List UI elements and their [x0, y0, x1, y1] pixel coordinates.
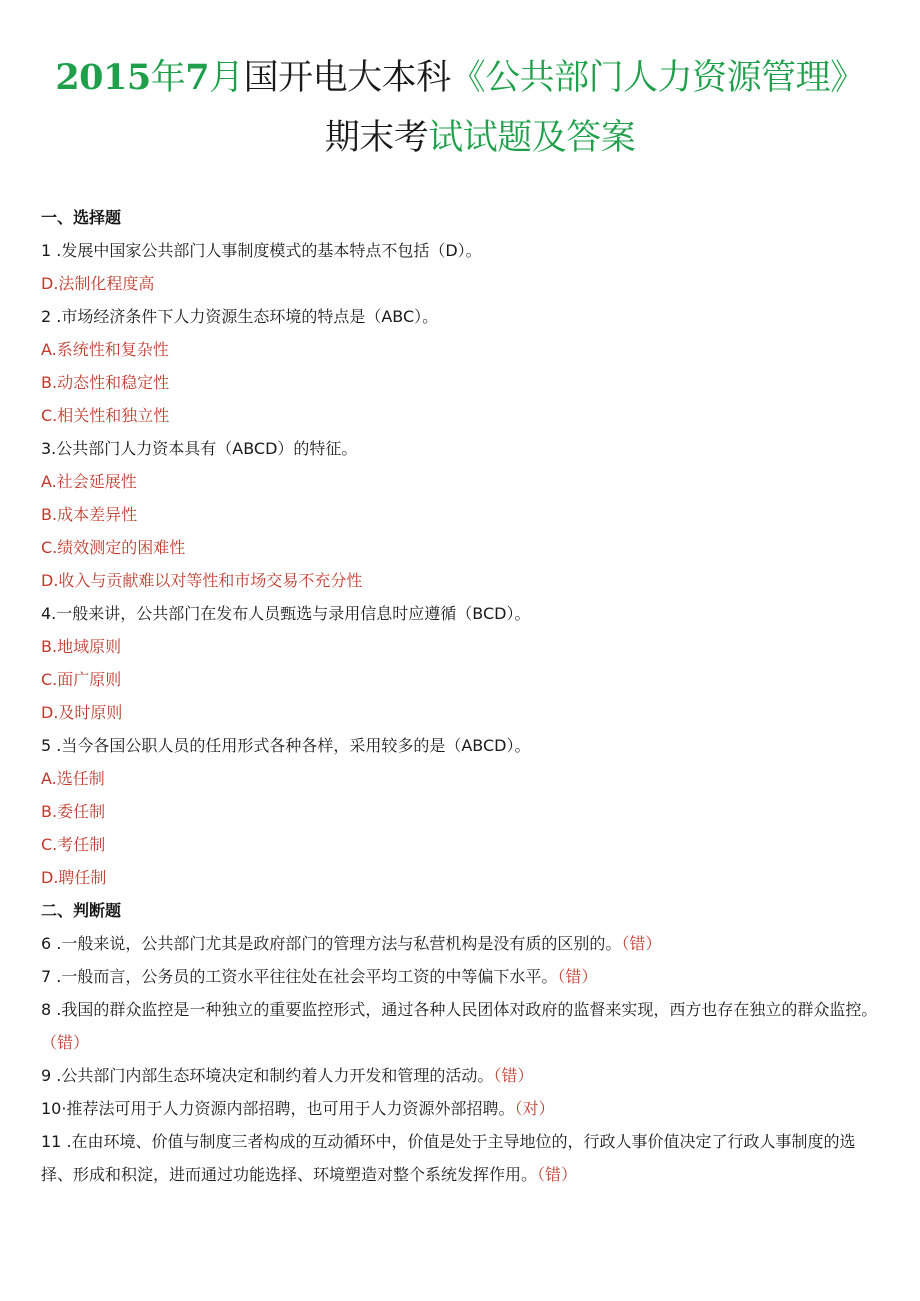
question-3: 3.公共部门人力资本具有（ABCD）的特征。	[41, 439, 358, 458]
option: A.系统性和复杂性	[41, 340, 169, 359]
judgment-text: 9 .公共部门内部生态环境决定和制约着人力开发和管理的活动。	[41, 1066, 494, 1085]
document-body	[41, 201, 881, 1191]
option: B.地域原则	[41, 637, 122, 656]
title-yue: 月	[209, 58, 244, 98]
judgment-10	[41, 1092, 881, 1125]
document-title-line-1	[0, 54, 920, 102]
option: C.面广原则	[41, 670, 122, 689]
option: D.及时原则	[41, 703, 123, 722]
option: B.成本差异性	[41, 505, 138, 524]
title-year: 2015	[55, 57, 151, 98]
option: D.聘任制	[41, 868, 107, 887]
option: C.考任制	[41, 835, 106, 854]
option: D.收入与贡献难以对等性和市场交易不充分性	[41, 571, 363, 590]
judgment-text: 7 .一般而言，公务员的工资水平往往处在社会平均工资的中等偏下水平。	[41, 967, 558, 986]
judgment-answer: （错）	[557, 967, 598, 986]
judgment-11	[41, 1125, 881, 1191]
section-heading-choice: 一、选择题	[41, 208, 122, 227]
judgment-answer: （错）	[493, 1066, 534, 1085]
option: C.绩效测定的困难性	[41, 538, 186, 557]
title-month: 7	[185, 57, 210, 98]
title-school: 国开电大本科	[243, 58, 451, 98]
judgment-text: 10·推荐法可用于人力资源内部招聘，也可用于人力资源外部招聘。	[41, 1099, 515, 1118]
judgment-9	[41, 1059, 881, 1092]
judgment-answer: （错）	[41, 1033, 90, 1052]
judgment-text: 11 .在由环境、价值与制度三者构成的互动循环中，价值是处于主导地位的，行政人事价值决定了行政人事制度的选择、形成和积淀，进而通过功能选择、环境塑造对整个系统发挥作用。	[41, 1132, 856, 1184]
option: A.社会延展性	[41, 472, 137, 491]
title-exam: 期末考	[324, 118, 429, 158]
judgment-6	[41, 927, 881, 960]
question-2: 2 .市场经济条件下人力资源生态环境的特点是（ABC）。	[41, 307, 439, 326]
question-5: 5 .当今各国公职人员的任用形式各种各样，采用较多的是（ABCD）。	[41, 736, 531, 755]
option: B.动态性和稳定性	[41, 373, 170, 392]
judgment-8	[41, 993, 881, 1059]
section-heading-judgment: 二、判断题	[41, 901, 122, 920]
judgment-7	[41, 960, 881, 993]
judgment-text: 8 .我国的群众监控是一种独立的重要监控形式，通过各种人民团体对政府的监督来实现，西方也存在独立的群众监控。	[41, 1000, 878, 1019]
title-nian: 年	[150, 58, 186, 98]
judgment-answer: （对）	[514, 1099, 555, 1118]
option: B.委任制	[41, 802, 106, 821]
document-title-line-2	[40, 114, 920, 162]
judgment-text: 6 .一般来说，公共部门尤其是政府部门的管理方法与私营机构是没有质的区别的。	[41, 934, 622, 953]
question-4: 4.一般来讲，公共部门在发布人员甄选与录用信息时应遵循（BCD）。	[41, 604, 531, 623]
judgment-answer: （错）	[621, 934, 662, 953]
title-answers: 试试题及答案	[428, 118, 636, 158]
option: C.相关性和独立性	[41, 406, 170, 425]
judgment-answer: （错）	[537, 1165, 578, 1184]
option: A.选任制	[41, 769, 105, 788]
option: D.法制化程度高	[41, 274, 155, 293]
question-1: 1 .发展中国家公共部门人事制度模式的基本特点不包括（D）。	[41, 241, 482, 260]
title-course: 《公共部门人力资源管理》	[450, 58, 865, 98]
